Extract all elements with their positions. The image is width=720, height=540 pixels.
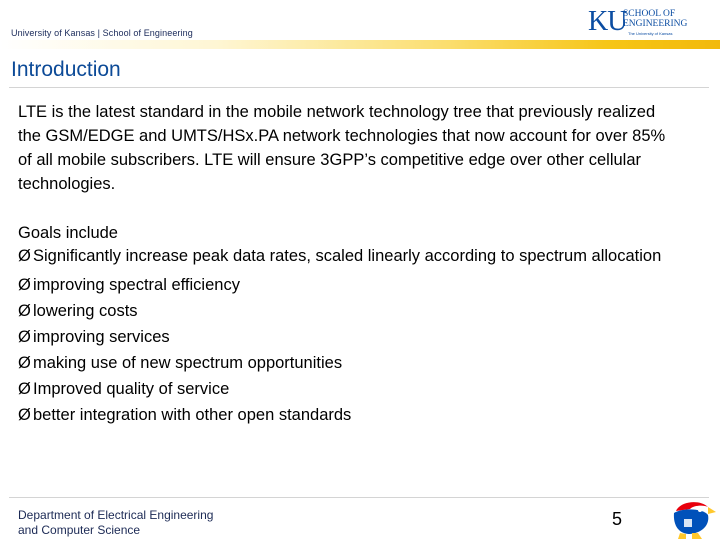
footer-divider [9,497,709,498]
bullet-arrow-icon: Ø [18,247,31,265]
bullet-arrow-icon: Ø [18,406,31,424]
page-number: 5 [612,509,623,529]
title-divider [9,87,709,88]
goal-item [18,298,698,324]
slide-body [18,100,698,428]
goals-heading [18,220,698,246]
slide-title: Introduction [11,58,121,81]
bullet-arrow-icon: Ø [18,328,31,346]
logo-tagline: The University of Kansas [628,31,673,36]
goals-label: Goals [18,224,62,242]
logo-ku-letters: KU [588,6,627,37]
logo-school-line2: ENGINEERING [623,19,688,29]
bullet-arrow-icon: Ø [18,302,31,320]
goal-text: improving services [33,328,170,346]
goal-text: better integration with other open standards [33,406,352,424]
jayhawk-left-shoe-shape [678,533,686,539]
header-gradient-bar [0,40,720,49]
goal-text: Improved quality of service [33,380,230,398]
jayhawk-beak-shape [708,507,716,514]
jayhawk-right-shoe-shape [692,533,702,539]
goal-item [18,402,698,428]
bullet-arrow-icon: Ø [18,276,31,294]
bullet-arrow-icon: Ø [18,354,31,372]
goal-item [18,376,698,402]
goal-item [18,350,698,376]
jayhawk-icon [664,499,716,540]
ku-logo [588,6,698,40]
goal-text: lowering costs [33,302,138,320]
paragraph-spacer [18,196,698,220]
bullet-arrow-icon: Ø [18,380,31,398]
goal-text: making use of new spectrum opportunities [33,354,343,372]
header-org-text: University of Kansas | School of Engineering [11,28,193,38]
logo-school-name [623,9,687,29]
footer-dept-line2: and Computer Science [18,523,141,537]
goal-item [18,246,698,272]
intro-paragraph: LTE is the latest standard in the mobile network technology tree that previously realized the GSM/EDGE and UMTS/HSx.PA network technologies that now account for over 85% of all mobile subscribers. LTE will ensure 3GPP’s competitive edge over other cellular technologies. [18,103,666,193]
goal-text: improving spectral efficiency [33,276,240,294]
goal-item [18,324,698,350]
jayhawk-eye-shape [698,508,702,512]
goals-suffix: include [61,224,118,242]
goal-text: Significantly increase peak data rates, scaled linearly according to spectrum allocation [33,247,662,265]
jayhawk-chest-shape [684,519,692,527]
goal-item [18,272,698,298]
logo-school-line1: SCHOOL OF [623,9,676,19]
footer-department [18,508,213,538]
footer-dept-line1: Department of Electrical Engineering [18,508,214,522]
